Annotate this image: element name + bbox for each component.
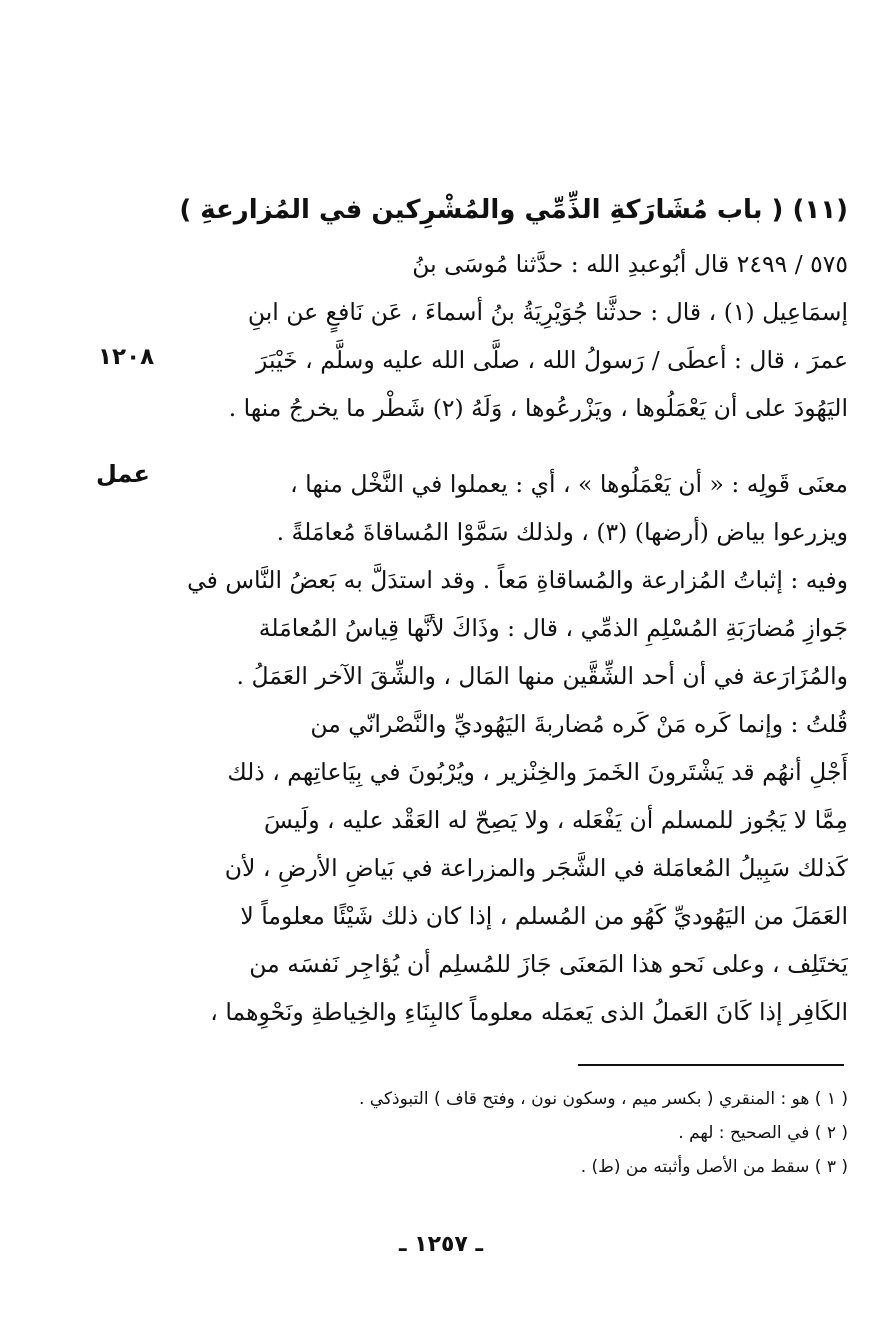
footnote: ( ٣ ) سقط من الأصل وأثبته من (ط) . (580, 1157, 848, 1177)
hadith-line: ٥٧٥ / ٢٤٩٩ قال أبُوعبدِ الله : حدَّثنا مُوسَى بنُ (412, 250, 848, 278)
margin-reference-number: ١٢٠٨ (98, 344, 155, 370)
hadith-text (176, 240, 848, 432)
hadith-line: عمرَ ، قال : أعطَى / رَسولُ الله ، صلَّى الله عليه وسلَّم ، خَيْبَرَ (256, 346, 848, 374)
qultu-line: أَجْلِ أنهُم قد يَشْتَرونَ الخَمرَ والخِنْزير ، ويُرْبُونَ في بِيَاعاتِهم ، ذلك (227, 758, 848, 786)
qultu-line: كَذلك سَبِيلُ المُعامَلة في الشَّجَر والمزراعة في بَياضِ الأرضِ ، لأن (224, 854, 848, 882)
qultu-line: العَمَلَ من اليَهُوديِّ كَهُو من المُسلم ، إذا كان ذلك شَيْئًا معلوماً لا (240, 902, 848, 930)
qultu-text (176, 700, 848, 1036)
qultu-line: يَختَلِف ، وعلى نَحو هذا المَعنَى جَازَ للمُسلِم أن يُؤاجِر نَفسَه من (249, 950, 848, 978)
qultu-line: قُلتُ : وإنما كَره مَنْ كَره مُضاربةَ اليَهُوديِّ والنَّصْرانّي من (310, 710, 848, 738)
footnote: ( ٢ ) في الصحيح : لهم . (678, 1123, 848, 1143)
margin-keyword: عمل (96, 460, 150, 488)
commentary-line: وفيه : إثباتُ المُزارعة والمُساقاةِ مَعاً . وقد استدَلَّ به بَعضُ النَّاس في (187, 566, 848, 594)
qultu-line: الكَافِر إذا كَانَ العَملُ الذى يَعمَله معلوماً كالبِنَاءِ والخِياطةِ ونَحْوِهما ، (210, 998, 848, 1026)
page-number: ـ ١٢٥٧ ـ (398, 1232, 484, 1257)
qultu-line: مِمَّا لا يَجُوز للمسلم أن يَفْعَله ، ولا يَصِحّ له العَقْد عليه ، ولَيسَ (264, 806, 848, 834)
footnotes (200, 1082, 848, 1184)
hadith-line: إسمَاعِيل (١) ، قال : حدثَّنا جُوَيْرِيَةُ بنُ أسماءَ ، عَن نَافعٍ عن ابنِ (247, 298, 848, 326)
commentary-line: معنَى قَولِه : « أن يَعْمَلُوها » ، أي : يعملوا في النَّخْل منها ، (290, 470, 848, 498)
footnote: ( ١ ) هو : المنقري ( بكسر ميم ، وسكون نون ، وفتح قاف ) التبوذكي . (358, 1089, 848, 1109)
commentary-line: جَوازِ مُضارَبَةِ المُسْلِمِ الذمِّي ، قال : وذَاكَ لأنَّها قِياسُ المُعامَلة (258, 614, 848, 642)
commentary-text (176, 460, 848, 700)
hadith-line: اليَهُودَ على أن يَعْمَلُوها ، ويَزْرعُوها ، وَلَهُ (٢) شَطْر ما يخرجُ منها . (228, 394, 848, 422)
chapter-heading: (١١) ( باب مُشَارَكةِ الذِّمِّي والمُشْرِكين في المُزارعةِ ) (179, 195, 848, 225)
commentary-line: والمُزَارَعة في أن أحد الشِّقَّين منها المَال ، والشِّقَ الآخر العَمَلُ . (236, 662, 848, 690)
footnote-divider (578, 1064, 844, 1066)
commentary-line: ويزرعوا بياض (أرضها) (٣) ، ولذلك سَمَّوْا المُساقاةَ مُعامَلةً . (276, 518, 848, 546)
